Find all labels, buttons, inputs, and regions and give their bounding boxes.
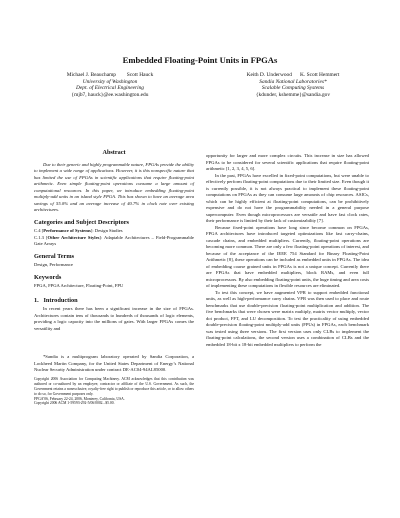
author-block-right (208, 72, 378, 98)
author-affiliation: University of Washington (82, 78, 138, 85)
author-names: Michael J. Beauchamp Scott Hauck (66, 72, 154, 78)
keywords-text: FPGA, FPGA Architecture, Floating-Point, FPU (34, 283, 124, 289)
right-column (206, 153, 369, 348)
terms-heading: General Terms (34, 252, 75, 260)
author-names: Keith D. Underwood K. Scott Hemmert (246, 72, 340, 78)
intro-paragraph: In recent years there has been a significant increase in the size of FPGAs. Architectures contain tens of thousands to hundreds of thousands of logic elements, providing a logic capacity into the millions of gates. With larger FPGAs comes the versatility and (34, 306, 194, 331)
category-line: C.4 [Performance of Systems]: Design Studies (34, 228, 123, 234)
section-heading: 1. Introduction (34, 296, 78, 304)
categories-heading: Categories and Subject Descriptors (34, 218, 129, 226)
body-paragraph: opportunity for larger and more complex circuits. This increase in size has allowed FPGAs to be considered for several scientific applications that require floating-point arithmetic [1, 2, 3, 4, 5, 6]. (206, 153, 369, 172)
abstract-text: Due to their generic and highly programmable nature, FPGAs provide the ability to implement a wide range of applications. However, it is this nonspecific nature that has limited the use of FPGAs in scientific applications that require floating-point arithmetic. Even simple floating-point operations consume a large amount of computational resources. In this paper, we introduce embedding floating-point multiply-add units in an island style FPGA. This has shown to have an average area savings of 55.0% and an average increase of 40.7% in clock rate over existing architectures. (34, 161, 194, 213)
author-block-left (30, 72, 190, 98)
copyright-text: Copyright 2006 Association for Computing Machinery. ACM acknowledges that this contribution was authored or co-authored by an employee, contractor or affiliate of the U.S. Government. As such, the Government retains a nonexclusive, royalty-free right to publish or reproduce this article, or to allow others to do so, for Government purposes only. (34, 376, 194, 396)
paper-title: Embedded Floating-Point Units in FPGAs (122, 55, 278, 65)
author-emails: {mjb7, hauck}@ee.washington.edu (71, 91, 149, 98)
terms-text: Design, Performance (34, 262, 73, 268)
body-paragraph: Because fixed-point operations have long since become common on FPGAs, FPGA architectures have introduced targeted optimizations like fast carry-chains, cascade chains, and embedded multipliers. Currently, floating-point operations are becoming more common. There are only a few floating-point operations of interest, and because of the acceptance of the IEEE 754 Standard for Binary Floating-Point Arithmetic [8], these operations can be included as embedded units in FPGAs. The idea of embedding coarse grained units in FPGAs is not a unique concept. Currently there are FPGAs that have embedded multipliers, block RAMs, and even full microprocessors. By also embedding floating-point units, the huge timing and area costs of implementing these computations in flexible resources are eliminated. (206, 224, 369, 289)
left-column (34, 150, 194, 406)
copyright-block (34, 377, 194, 406)
conference-line: FPGA’06, February 22-24, 2006, Monterey, California, USA. (34, 396, 125, 401)
body-paragraph: In the past, FPGAs have excelled in fixed-point computations, but were unable to effectively perform floating-point computations due to their limited size. Even though it is currently possible, it is not always practical to implement these floating-point computations on FPGAs as they can consume large amounts of chip resources. ASICs, which can be highly efficient at floating-point computations, can be prohibitively expensive and do not have the programmability needed in a general purpose supercomputer. Even though microprocessors are versatile and have fast clock rates, their performance is limited by their lack of customizability [7]. (206, 172, 369, 224)
body-paragraph: To test this concept, we have augmented VPR to support embedded functional units, as well as high-performance carry chains. VPR was then used to place and route benchmarks that use double-precision floating-point multiplication and addition. The five benchmarks that were chosen were matrix multiply, matrix vector multiply, vector dot product, FFT, and LU decomposition. To test the practicality of using embedded double-precision floating-point multiply-add units (FPUs) in FPGAs, each benchmark was tested using three versions. The first version uses only CLBs to implement the floating-point calculations, the second version uses a combination of CLBs and the embedded 18-bit x 18-bit embedded multipliers to perform the (206, 289, 369, 347)
author-affiliation: Sandia National Laboratories* (259, 78, 327, 85)
footnote: *Sandia is a multiprogram laboratory operated by Sandia Corporation, a Lockheed Martin Company, for the United States Department of Energy’s National Nuclear Security Administration under contract DE-AC04-94AL85000. (34, 354, 194, 373)
author-emails: {kdunder, kshemme}@sandia.gov (255, 91, 331, 98)
keywords-heading: Keywords (34, 273, 62, 281)
abstract-heading: Abstract (102, 149, 126, 156)
copyright-line: Copyright 2006 ACM 1-59593-292-5/06/0002...$5.00. (34, 401, 115, 406)
category-line: C.1.3 [Other Architecture Styles]: Adaptable Architectures – Field-Programmable Gate Arrays (34, 234, 194, 247)
author-department: Dept. of Electrical Engineering (76, 85, 144, 92)
author-department: Scalable Computing Systems (261, 85, 325, 92)
